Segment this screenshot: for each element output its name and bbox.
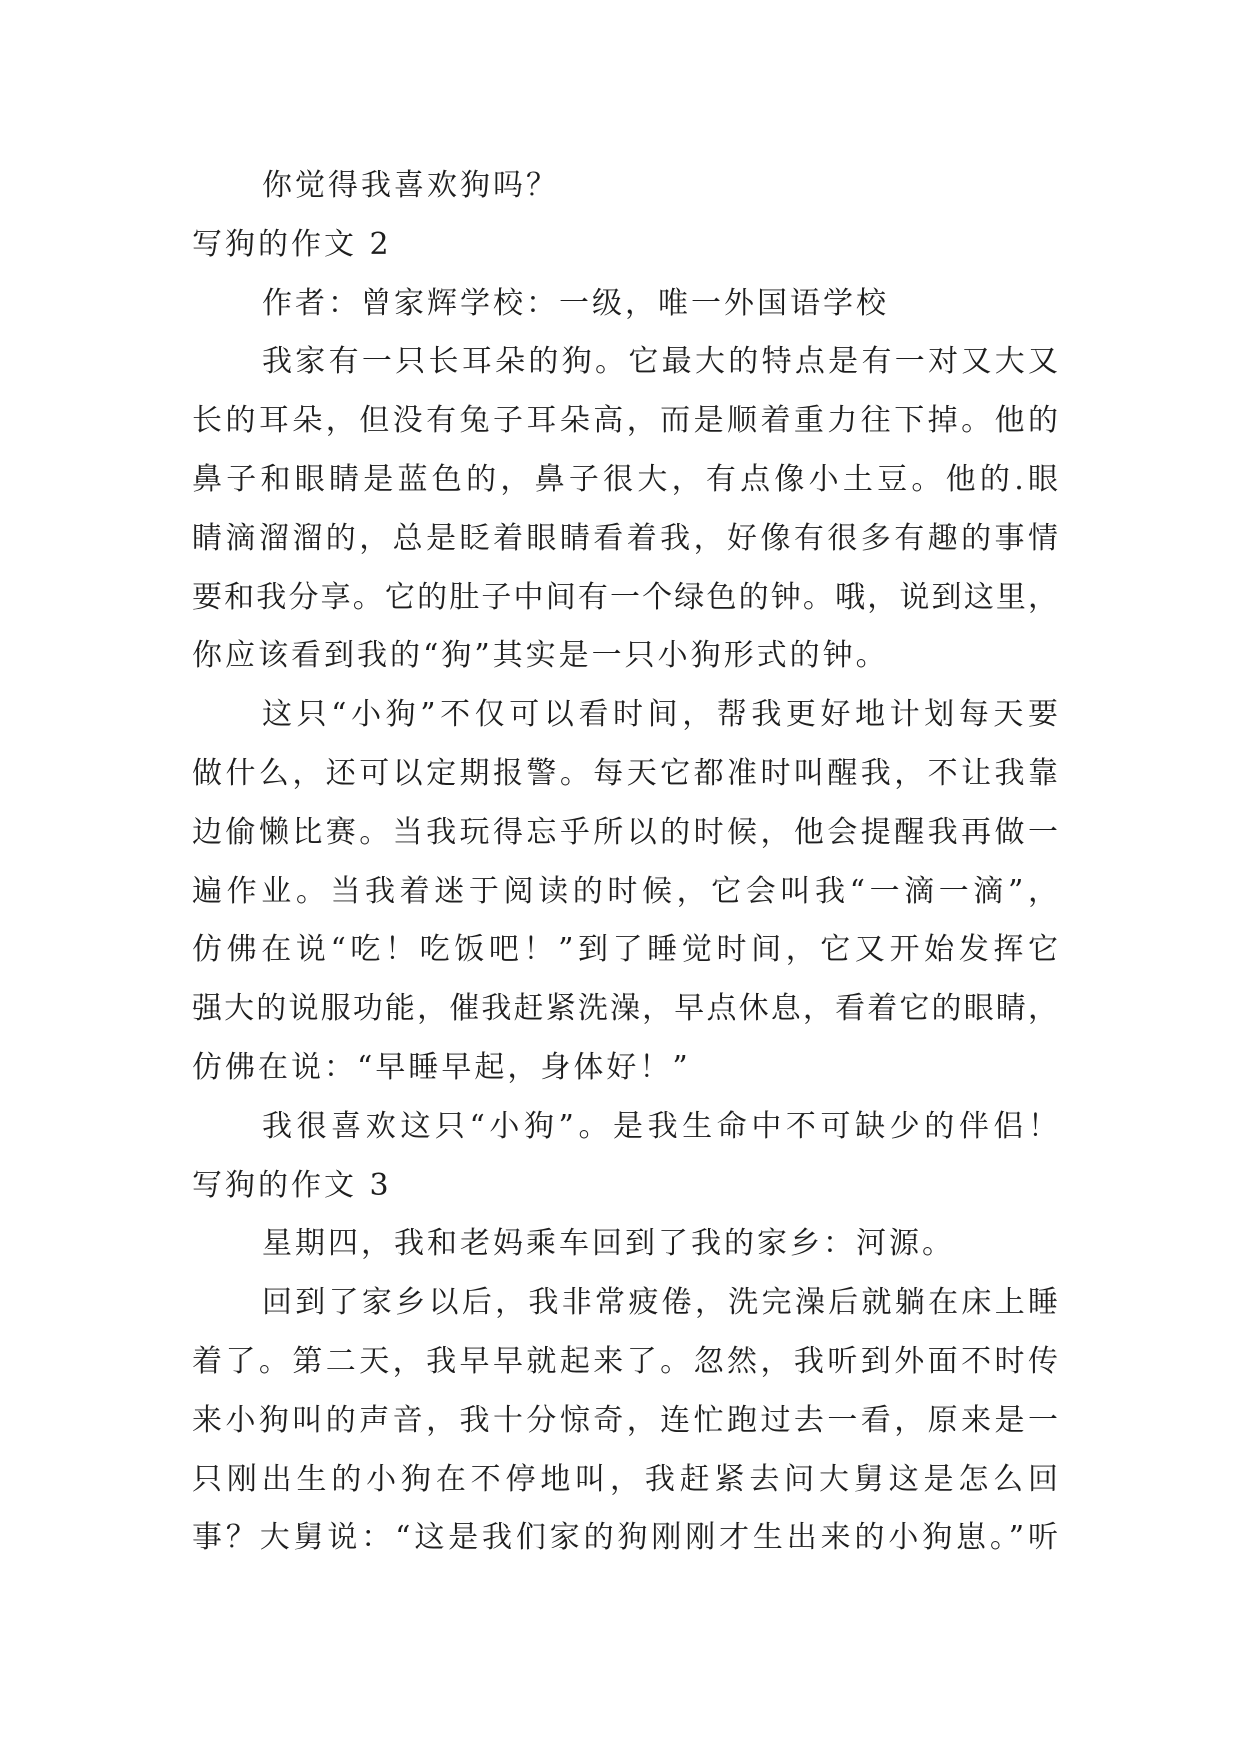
text-line: 只刚出生的小狗在不停地叫，我赶紧去问大舅这是怎么回 bbox=[192, 1461, 1058, 1497]
text-line: 我很喜欢这只“小狗”。是我生命中不可缺少的伴侣！ bbox=[262, 1108, 1058, 1144]
text-line: 我家有一只长耳朵的狗。它最大的特点是有一对又大又 bbox=[262, 344, 1058, 380]
text-line: 遍作业。当我着迷于阅读的时候，它会叫我“一滴一滴”， bbox=[192, 873, 1058, 909]
heading-text: 写狗的作文 2 bbox=[192, 226, 392, 262]
section-heading bbox=[192, 216, 1058, 275]
heading-text: 写狗的作文 3 bbox=[192, 1167, 392, 1203]
section-heading bbox=[192, 1157, 1058, 1216]
text-line: 仿佛在说：“早睡早起，身体好！” bbox=[192, 1049, 691, 1085]
paragraph bbox=[192, 1215, 1058, 1274]
text-line: 着了。第二天，我早早就起来了。忽然，我听到外面不时传 bbox=[192, 1343, 1058, 1379]
text-line: 要和我分享。它的肚子中间有一个绿色的钟。哦，说到这里， bbox=[192, 579, 1058, 615]
paragraph bbox=[192, 275, 1058, 334]
text-line: 边偷懒比赛。当我玩得忘乎所以的时候，他会提醒我再做一 bbox=[192, 814, 1058, 850]
text-line: 睛滴溜溜的，总是眨着眼睛看着我，好像有很多有趣的事情 bbox=[192, 520, 1058, 556]
text-line: 这只“小狗”不仅可以看时间，帮我更好地计划每天要 bbox=[262, 697, 1058, 733]
paragraph bbox=[192, 333, 1058, 686]
text-line: 强大的说服功能，催我赶紧洗澡，早点休息，看着它的眼睛， bbox=[192, 991, 1058, 1027]
paragraph bbox=[192, 1098, 1058, 1157]
text-line: 做什么，还可以定期报警。每天它都准时叫醒我，不让我靠 bbox=[192, 755, 1058, 791]
paragraph bbox=[192, 157, 1058, 216]
text-line: 回到了家乡以后，我非常疲倦，洗完澡后就躺在床上睡 bbox=[262, 1285, 1058, 1321]
text-line: 星期四，我和老妈乘车回到了我的家乡：河源。 bbox=[262, 1226, 955, 1262]
text-line: 作者：曾家辉学校：一级，唯一外国语学校 bbox=[262, 285, 889, 321]
paragraph bbox=[192, 1274, 1058, 1568]
document-body bbox=[192, 157, 1058, 1568]
text-line: 长的耳朵，但没有兔子耳朵高，而是顺着重力往下掉。他的 bbox=[192, 403, 1058, 439]
text-line: 仿佛在说“吃！吃饭吧！”到了睡觉时间，它又开始发挥它 bbox=[192, 932, 1058, 968]
text-line: 鼻子和眼睛是蓝色的，鼻子很大，有点像小土豆。他的.眼 bbox=[192, 461, 1058, 497]
text-line: 你应该看到我的“狗”其实是一只小狗形式的钟。 bbox=[192, 638, 889, 674]
text-line: 来小狗叫的声音，我十分惊奇，连忙跑过去一看，原来是一 bbox=[192, 1402, 1058, 1438]
text-line: 你觉得我喜欢狗吗？ bbox=[262, 168, 559, 203]
text-line: 事？大舅说：“这是我们家的狗刚刚才生出来的小狗崽。”听 bbox=[192, 1520, 1058, 1556]
paragraph bbox=[192, 686, 1058, 1098]
